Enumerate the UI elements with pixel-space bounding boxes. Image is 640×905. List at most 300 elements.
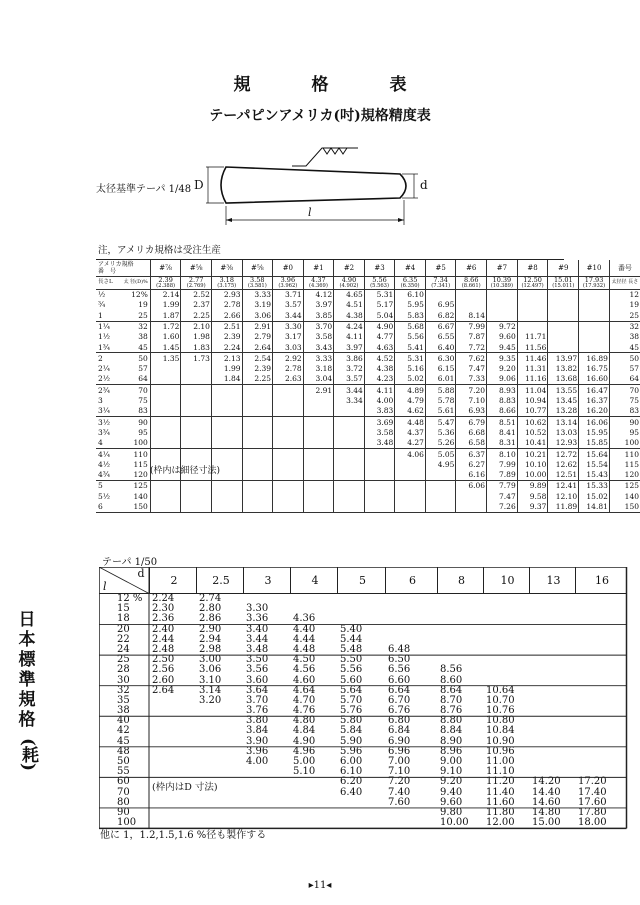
table-cell: 15.54 [579, 459, 610, 469]
table-cell: 3.04 [303, 374, 334, 385]
table-cell: 5½ [98, 491, 111, 501]
jis-cell: 24 [117, 643, 130, 655]
table-cell: 12% [131, 290, 148, 300]
jis-cell: 3.96 [246, 745, 269, 757]
jis-cell: 9.20 [440, 776, 463, 788]
diameter-value: 7.34 [433, 276, 448, 284]
table-cell: 11.56 [517, 342, 548, 353]
jis-cell: 10.00 [440, 817, 469, 829]
jis-cell: 9.00 [440, 756, 463, 767]
jis-cell: 4.48 [293, 643, 316, 655]
table-cell: 9.20 [487, 364, 518, 374]
table-cell: 4.00 [364, 396, 395, 406]
header-size: #8 [517, 260, 548, 277]
jis-cell: 2.94 [199, 633, 222, 645]
jis-cell: 5.48 [340, 643, 363, 655]
table-cell: 150 [609, 502, 640, 513]
jis-cell: 6.50 [388, 654, 411, 666]
jis-label-char: 本 [18, 630, 36, 650]
jis-label-char: 準 [18, 670, 36, 690]
table-cell: 1.84 [211, 374, 242, 385]
header-size: #5 [425, 260, 456, 277]
table-cell: 6.16 [456, 470, 487, 481]
table-cell: 5.17 [364, 300, 395, 310]
table-cell: 4.48 [395, 417, 426, 428]
table-cell: 3.43 [303, 342, 334, 353]
jis-label-char: 格 [18, 710, 36, 730]
table-cell: 32 [123, 321, 151, 332]
table-cell: ½ [98, 290, 106, 300]
table-cell: 5.78 [425, 396, 456, 406]
jis-header-diameter: 16 [575, 567, 626, 594]
table-cell: 12.93 [548, 438, 579, 449]
diameter-exact: (4.369) [308, 282, 328, 289]
jis-cell: 6.48 [388, 643, 411, 655]
table-cell: 12.62 [548, 459, 579, 469]
jis-cell: 6.20 [340, 776, 363, 788]
jis-cell: 17.80 [578, 806, 607, 818]
table-cell: 10.94 [517, 396, 548, 406]
table-cell: 2¾ [96, 385, 123, 396]
jis-cell: 3.60 [246, 674, 269, 686]
table-cell: 9.72 [487, 321, 518, 332]
table-cell: 9.45 [487, 342, 518, 353]
table-cell: 13.68 [548, 374, 579, 385]
table-cell: 15.85 [579, 438, 610, 449]
table-cell: 2¼ [98, 364, 111, 374]
jis-cell: 8.56 [440, 664, 463, 676]
table-cell: 16.89 [579, 353, 610, 364]
table-cell: 7.62 [456, 353, 487, 364]
table-cell: 5.68 [395, 321, 426, 332]
table-cell: 75 [609, 396, 640, 406]
jis-cell: 8.76 [440, 705, 463, 717]
jis-cell: 6.40 [340, 786, 363, 798]
jis-cell: 3.40 [246, 623, 269, 635]
table-cell: 2.51 [211, 321, 242, 332]
table-cell: 1.98 [181, 332, 212, 342]
table-cell: 15.95 [579, 428, 610, 438]
jis-cell: 6.84 [388, 725, 411, 737]
table-cell: 70 [123, 385, 151, 396]
jis-cell: 11.20 [486, 776, 515, 788]
table-cell: 8.31 [487, 438, 518, 449]
table-cell: 2.79 [242, 332, 273, 342]
table-cell: 5.88 [425, 385, 456, 396]
table-cell: 1½ [98, 332, 111, 342]
header-l-label: l [103, 580, 107, 593]
table-cell: 11.31 [517, 364, 548, 374]
table-cell: 1.83 [181, 342, 212, 353]
table-cell: 15.02 [579, 491, 610, 501]
table-cell: 3.18 [303, 364, 334, 374]
jis-cell: 38 [117, 705, 130, 717]
table-cell: 3.06 [242, 310, 273, 321]
table-cell: 83 [138, 406, 148, 416]
diameter-exact: (6.350) [400, 282, 420, 289]
table-cell: 4.27 [395, 438, 426, 449]
table-cell: 4.24 [334, 321, 365, 332]
table-cell: 2.13 [211, 353, 242, 364]
table-cell: 110 [123, 449, 151, 460]
jis-cell: 4.60 [293, 674, 316, 686]
table-cell: 140 [133, 491, 148, 501]
jis-header-diameter: 2 [149, 567, 196, 594]
table-cell: 15.33 [579, 481, 610, 492]
table-cell: 3.71 [273, 289, 304, 300]
table-cell: 120 [133, 470, 148, 480]
header-size: #10 [579, 260, 610, 277]
jis-cell: 4.40 [293, 623, 316, 635]
diameter-exact: (3.175) [217, 282, 237, 289]
table-cell: 115 [133, 459, 148, 469]
table-cell: 6.68 [456, 428, 487, 438]
jis-header-diameter: 13 [529, 567, 575, 594]
jis-cell: 8.96 [440, 745, 463, 757]
page-subtitle: テーパピンアメリカ(吋)規格精度表 [209, 108, 431, 124]
jis-cell: 3.76 [246, 705, 269, 717]
table-cell: 4.79 [395, 396, 426, 406]
table-cell: 2.91 [242, 321, 273, 332]
table-cell: 57 [609, 364, 640, 374]
table-cell: 5.41 [395, 342, 426, 353]
table-cell: 25 [138, 310, 148, 320]
pin-outline [221, 167, 406, 203]
table-cell: 3.33 [303, 353, 334, 364]
jis-cell: 42 [117, 725, 130, 737]
table-cell: 8.51 [487, 417, 518, 428]
table-cell: 2.10 [181, 321, 212, 332]
diameter-value: 2.39 [158, 276, 173, 284]
table-cell: 5.02 [395, 374, 426, 385]
table-cell: 1¾ [98, 342, 111, 352]
jis-cell: 7.10 [388, 766, 411, 778]
header-number: 番号 [609, 260, 640, 277]
jis-label-unit: (耗) [18, 738, 38, 772]
jis-label-char: 標 [18, 650, 36, 670]
table-cell: 1.35 [150, 353, 181, 364]
table-cell: 10.21 [517, 449, 548, 460]
jis-cell: 10.64 [486, 684, 515, 696]
table-cell: 2 [96, 353, 123, 364]
table-cell: 6.95 [425, 300, 456, 310]
table-cell: 1.60 [150, 332, 181, 342]
page-title: 規 格 表 [233, 75, 429, 95]
inner-frame-note-jis: (枠内はD 寸法) [152, 782, 218, 793]
jis-cell: 5.60 [340, 674, 363, 686]
table-cell: 2.52 [181, 289, 212, 300]
table-cell: 10.41 [517, 438, 548, 449]
table-cell: 2.25 [181, 310, 212, 321]
header-size: #⅝ [181, 260, 212, 277]
jis-header-diameter: 5 [337, 567, 385, 594]
table-cell: 2.93 [211, 289, 242, 300]
table-cell: 14.81 [579, 502, 610, 513]
jis-cell: 7.20 [388, 776, 411, 788]
table-cell: 13.45 [548, 396, 579, 406]
table-cell: 3¾ [98, 427, 111, 437]
table-cell: 3.48 [364, 438, 395, 449]
table-cell: 2.78 [211, 300, 242, 310]
jis-cell: 3.56 [246, 664, 269, 676]
jis-cell: 60 [117, 776, 130, 788]
table-cell: 75 [138, 396, 148, 406]
jis-cell: 2.48 [152, 643, 175, 655]
header-diameter: 太 径(D)% [123, 277, 151, 290]
jis-cell: 3.90 [246, 735, 269, 747]
jis-cell: 8.60 [440, 674, 463, 686]
table-cell: 3 [98, 396, 103, 406]
table-cell: 38 [609, 332, 640, 342]
table-cell: 3.86 [334, 353, 365, 364]
table-cell: 4.90 [364, 321, 395, 332]
table-cell: 10.00 [517, 470, 548, 481]
jis-extra-note: 他に 1，1.2,1.5,1.6 %径も製作する [100, 830, 267, 841]
jis-cell: 3.50 [246, 654, 269, 666]
jis-cell: 3.84 [246, 725, 269, 737]
jis-cell: 55 [117, 766, 130, 778]
table-cell: 11.04 [517, 385, 548, 396]
jis-cell: 15 [117, 603, 130, 615]
table-cell: 10.77 [517, 406, 548, 417]
diameter-value: 10.39 [492, 276, 512, 284]
table-cell: 3.57 [334, 374, 365, 385]
jis-cell: 9.10 [440, 766, 463, 778]
jis-cell: 20 [117, 623, 130, 635]
table-cell: 5.83 [395, 310, 426, 321]
table-cell: 7.47 [456, 364, 487, 374]
table-cell: 4.38 [364, 364, 395, 374]
table-cell: 3.72 [334, 364, 365, 374]
table-cell: 50 [123, 353, 151, 364]
table-cell: 10.52 [517, 428, 548, 438]
diameter-exact: (2.388) [156, 282, 176, 289]
diameter-value: 4.90 [341, 276, 357, 284]
jis-cell: 2.80 [199, 603, 222, 615]
jis-cell: 10.90 [486, 735, 515, 747]
table-cell: 5.47 [425, 417, 456, 428]
table-cell: 7.79 [487, 481, 518, 492]
table-cell: 3.85 [303, 310, 334, 321]
table-cell: 25 [609, 310, 640, 321]
diameter-value: 15.01 [554, 276, 573, 284]
table-cell: 3.70 [303, 321, 334, 332]
jis-cell: 17.60 [578, 796, 607, 808]
table-cell: 3.83 [364, 406, 395, 417]
table-cell: 11.16 [517, 374, 548, 385]
table-cell: 3.69 [364, 417, 395, 428]
table-cell: 7.89 [487, 470, 518, 481]
jis-cell: 2.64 [152, 684, 175, 696]
table-cell: 8.66 [487, 406, 518, 417]
header-size: #⅞ [150, 260, 181, 277]
table-cell: 4¾ [98, 470, 111, 480]
table-cell: 3.34 [334, 396, 365, 406]
table-cell: 4.52 [364, 353, 395, 364]
table-cell: 6.93 [456, 406, 487, 417]
table-cell: 11.89 [548, 502, 579, 513]
header-length-right: 太径径 長さ [609, 277, 640, 290]
jis-cell: 3.14 [199, 684, 222, 696]
jis-cell: 7.40 [388, 786, 411, 798]
table-cell: 2.64 [242, 342, 273, 353]
table-cell: 8.93 [487, 385, 518, 396]
table-cell: 7.47 [487, 491, 518, 501]
jis-label-char: 規 [18, 690, 36, 710]
table-cell: 4.89 [395, 385, 426, 396]
table-cell: 2½ [98, 374, 111, 384]
jis-cell: 4.76 [293, 705, 316, 717]
jis-cell: 5.64 [340, 684, 363, 696]
header-size: #⅜ [211, 260, 242, 277]
us-order-note: 注，アメリカ規格は受注生産 [98, 245, 221, 256]
table-cell: 12.72 [548, 449, 579, 460]
jis-taper-label: テーパ 1/50 [102, 557, 158, 568]
table-cell: 2.24 [211, 342, 242, 353]
diameter-value: 2.77 [188, 276, 204, 284]
jis-cell: 6.70 [388, 694, 411, 706]
table-cell: 4½ [98, 459, 111, 469]
jis-cell: 5.40 [340, 623, 363, 635]
table-cell: 12.51 [548, 470, 579, 481]
table-cell: 3.17 [273, 332, 304, 342]
table-cell: 95 [138, 427, 148, 437]
table-cell: 3.57 [273, 300, 304, 310]
table-cell: 9.58 [517, 491, 548, 501]
table-cell: 83 [609, 406, 640, 417]
jis-label-char: 日 [18, 610, 36, 630]
table-cell: 2.37 [181, 300, 212, 310]
table-cell: 8.41 [487, 428, 518, 438]
jis-cell: 8.70 [440, 694, 463, 706]
table-cell: ¾ [98, 300, 106, 310]
table-cell: 3.19 [242, 300, 273, 310]
jis-cell: 4.96 [293, 745, 316, 757]
table-cell: 6.67 [425, 321, 456, 332]
table-cell: 90 [609, 417, 640, 428]
jis-cell: 14.40 [532, 786, 561, 798]
table-cell: 3.58 [303, 332, 334, 342]
diameter-value: 4.37 [311, 276, 326, 284]
table-cell: 13.28 [548, 406, 579, 417]
jis-cell: 4.64 [293, 684, 316, 696]
jis-header-diameter: 6 [385, 567, 437, 594]
table-cell: 7.72 [456, 342, 487, 353]
jis-cell: 8.84 [440, 725, 463, 737]
jis-cell: 14.20 [532, 776, 561, 788]
table-cell: 3.44 [334, 385, 365, 396]
header-size: #3 [364, 260, 395, 277]
jis-cell: 100 [117, 817, 137, 829]
jis-cell: 5.56 [340, 664, 363, 676]
table-cell: 6 [96, 502, 123, 513]
table-cell: 5 [96, 481, 123, 492]
jis-cell: 4.00 [246, 756, 269, 767]
table-cell: 6.30 [425, 353, 456, 364]
jis-cell: 2.44 [152, 633, 175, 645]
jis-cell: 10.96 [486, 745, 515, 757]
table-cell: 16.47 [579, 385, 610, 396]
jis-cell: 11.00 [486, 756, 515, 767]
table-cell: 4.37 [395, 428, 426, 438]
table-cell: 125 [123, 481, 151, 492]
jis-cell: 6.96 [388, 745, 411, 757]
table-cell: 9.37 [517, 502, 548, 513]
table-cell: 8.83 [487, 396, 518, 406]
jis-cell: 32 [117, 684, 130, 696]
table-cell: 4.38 [334, 310, 365, 321]
table-cell: 7.87 [456, 332, 487, 342]
jis-cell: 5.90 [340, 735, 363, 747]
surface-finish-icon [323, 148, 347, 154]
header-size: #2 [334, 260, 365, 277]
diameter-exact: (10.389) [490, 282, 513, 289]
page-number: ▸11◂ [308, 880, 332, 891]
jis-cell: 2.60 [152, 674, 175, 686]
table-cell: 4.77 [364, 332, 395, 342]
diameter-value: 3.96 [280, 276, 296, 284]
table-cell: 1.45 [150, 342, 181, 353]
jis-cell: 40 [117, 715, 130, 727]
table-cell: 7.10 [456, 396, 487, 406]
jis-cell: 9.60 [440, 796, 463, 808]
jis-cell: 14.80 [532, 806, 561, 818]
diameter-exact: (5.563) [370, 282, 389, 289]
table-cell: 5.36 [425, 428, 456, 438]
diagram-label: 太径基準テーパ 1/48 [96, 184, 192, 195]
jis-cell: 3.20 [199, 694, 222, 706]
table-cell: 5.16 [395, 364, 426, 374]
table-cell: 1¼ [96, 321, 123, 332]
jis-cell: 12.00 [486, 817, 515, 829]
table-cell: 7.33 [456, 374, 487, 385]
jis-cell: 2.98 [199, 643, 222, 655]
jis-header-diameter: 4 [290, 567, 337, 594]
table-cell: 4.51 [334, 300, 365, 310]
table-cell: 4.06 [395, 449, 426, 460]
jis-cell: 7.00 [388, 756, 411, 767]
jis-cell: 48 [117, 745, 130, 757]
table-cell: 90 [123, 417, 151, 428]
jis-cell: 3.00 [199, 654, 222, 666]
header-us-number: アメリカ規格 番 号 [96, 260, 150, 277]
table-cell: 5.31 [364, 289, 395, 300]
table-cell: 9.89 [517, 481, 548, 492]
table-cell: 6.01 [425, 374, 456, 385]
jis-cell: 4.84 [293, 725, 316, 737]
table-cell: 4.62 [395, 406, 426, 417]
jis-cell: 11.60 [486, 796, 515, 808]
jis-cell: 3.10 [199, 674, 222, 686]
jis-cell: 5.84 [340, 725, 363, 737]
jis-cell: 7.60 [388, 796, 411, 808]
header-size: #1 [303, 260, 334, 277]
table-cell: 4.11 [334, 332, 365, 342]
table-cell: 3.44 [273, 310, 304, 321]
table-cell: 6.55 [425, 332, 456, 342]
table-cell: 5.04 [364, 310, 395, 321]
jis-cell: 3.80 [246, 715, 269, 727]
table-cell: 2.25 [242, 374, 273, 385]
header-size: #9 [548, 260, 579, 277]
table-cell: 4¼ [96, 449, 123, 460]
table-cell: 4.23 [364, 374, 395, 385]
table-cell: 57 [138, 364, 148, 374]
jis-cell: 3.30 [246, 603, 269, 615]
table-cell: 2.39 [242, 364, 273, 374]
jis-cell: 28 [117, 664, 130, 676]
table-cell: 7.99 [487, 459, 518, 469]
